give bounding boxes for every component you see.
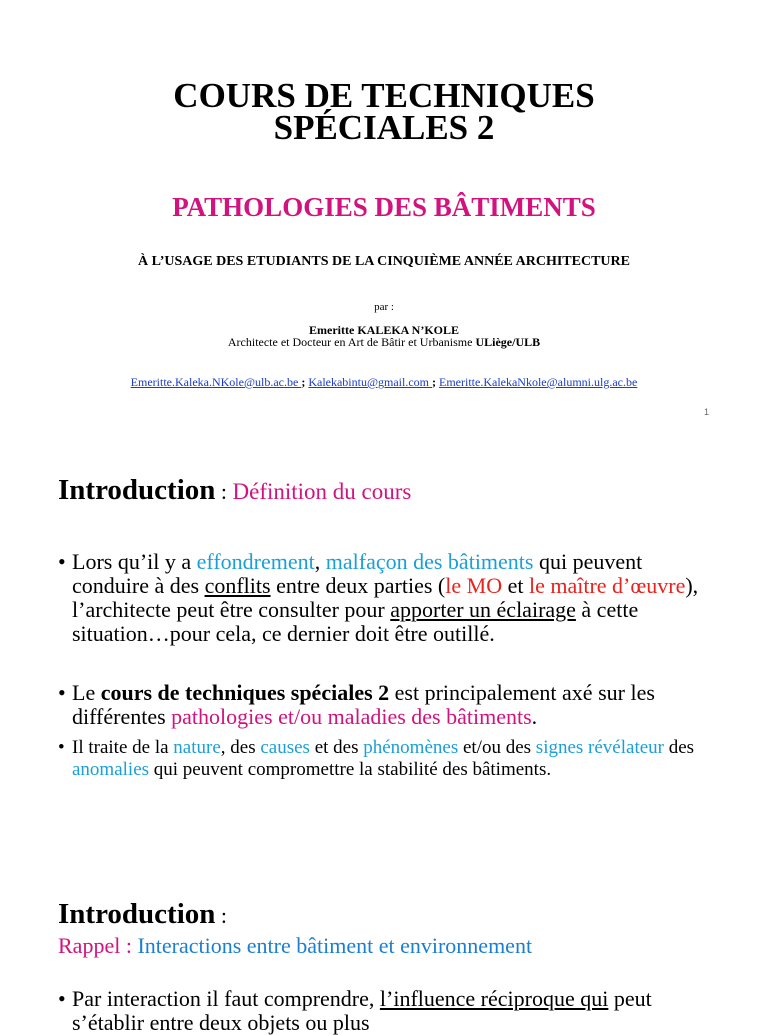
author-last-name: KALEKA N’KOLE	[357, 323, 459, 337]
text-run: peut s’établir entre deux objets ou plus	[72, 986, 652, 1035]
text-run: entre deux parties (	[270, 573, 446, 598]
term-nature: nature	[173, 737, 221, 758]
text-run: et	[502, 573, 529, 598]
bullet-dot: •	[58, 549, 66, 574]
term-effondrement: effondrement	[196, 549, 315, 574]
term-influence: l’influence réciproque qui	[379, 986, 609, 1011]
text-run: qui peuvent compromettre la stabilité des bâtiments.	[149, 759, 552, 780]
term-apporter-eclairage: apporter un éclairage	[390, 597, 576, 622]
text-run: .	[531, 704, 538, 729]
text-run: des	[664, 737, 695, 758]
term-conflits: conflits	[204, 573, 271, 598]
email-separator: ;	[432, 375, 437, 389]
text-run: ), l’architecte peut être consulter pour	[72, 573, 699, 622]
heading-introduction: Introduction	[58, 898, 216, 930]
audience-line: À L’USAGE DES ETUDIANTS DE LA CINQUIÈME ANNÉE ARCHITECTURE	[138, 254, 630, 269]
term-anomalies: anomalies	[72, 759, 150, 780]
author-affiliation: ULiège/ULB	[475, 335, 541, 349]
text-run: Le	[72, 680, 101, 705]
text-run: et des	[309, 737, 364, 758]
term-cours: cours de techniques spéciales 2	[100, 680, 390, 705]
bullet-dot: •	[58, 986, 66, 1011]
main-title-line1: COURS DE TECHNIQUES	[173, 76, 595, 115]
bullet-text	[72, 987, 712, 1035]
heading-subtitle: Définition du cours	[232, 479, 412, 504]
heading-introduction: Introduction	[58, 474, 216, 506]
bullet-dot: •	[58, 680, 66, 705]
email-link-gmail[interactable]: Kalekabintu@gmail.com	[308, 375, 433, 389]
email-separator: ;	[301, 375, 306, 389]
text-run: , des	[220, 737, 261, 758]
term-phenomenes: phénomènes	[363, 737, 459, 758]
text-run: Il traite de la	[72, 737, 174, 758]
bullet-dot: •	[58, 737, 65, 758]
term-signes: signes révélateur	[535, 737, 664, 758]
section-heading-rappel	[58, 898, 227, 931]
bullet-text	[72, 550, 712, 646]
text-run: qui peuvent conduire à des	[72, 549, 643, 598]
rappel-topic: Interactions entre bâtiment et environnement	[137, 933, 533, 958]
author-title	[0, 335, 768, 350]
text-run: ,	[314, 549, 326, 574]
par-label: par :	[374, 301, 394, 313]
text-run: Par interaction il faut comprendre,	[72, 986, 380, 1011]
term-le-mo: le MO	[445, 573, 503, 598]
main-title	[0, 76, 768, 147]
text-run: est principalement axé sur les différentes	[72, 680, 655, 729]
email-link-alumni[interactable]: Emeritte.KalekaNkole@alumni.ulg.ac.be	[439, 375, 638, 389]
email-link-ulb[interactable]: Emeritte.Kaleka.NKole@ulb.ac.be	[130, 375, 302, 389]
main-title-line2: SPÉCIALES 2	[273, 108, 495, 147]
bullet-text	[72, 681, 712, 729]
heading-colon: :	[215, 903, 228, 928]
rappel-label: Rappel :	[58, 933, 138, 958]
rappel-subheading	[58, 933, 532, 959]
section-heading-definition	[58, 474, 411, 507]
heading-colon: :	[215, 479, 233, 504]
text-run: Lors qu’il y a	[72, 549, 197, 574]
term-malfacon: malfaçon des bâtiments	[325, 549, 534, 574]
text-run: et/ou des	[458, 737, 536, 758]
term-maitre-oeuvre: le maître d’œuvre	[528, 573, 686, 598]
text-run: à cette situation…pour cela, ce dernier doit être outillé.	[72, 597, 639, 646]
slide-number: 1	[704, 407, 710, 417]
author-first-name: Emeritte	[309, 323, 358, 337]
bullet-text	[72, 737, 712, 781]
term-causes: causes	[260, 737, 310, 758]
subtitle: PATHOLOGIES DES BÂTIMENTS	[172, 192, 596, 222]
term-pathologies: pathologies et/ou maladies des bâtiments	[171, 704, 532, 729]
author-title-text: Architecte et Docteur en Art de Bâtir et Urbanisme	[227, 335, 476, 349]
email-list	[0, 375, 768, 390]
